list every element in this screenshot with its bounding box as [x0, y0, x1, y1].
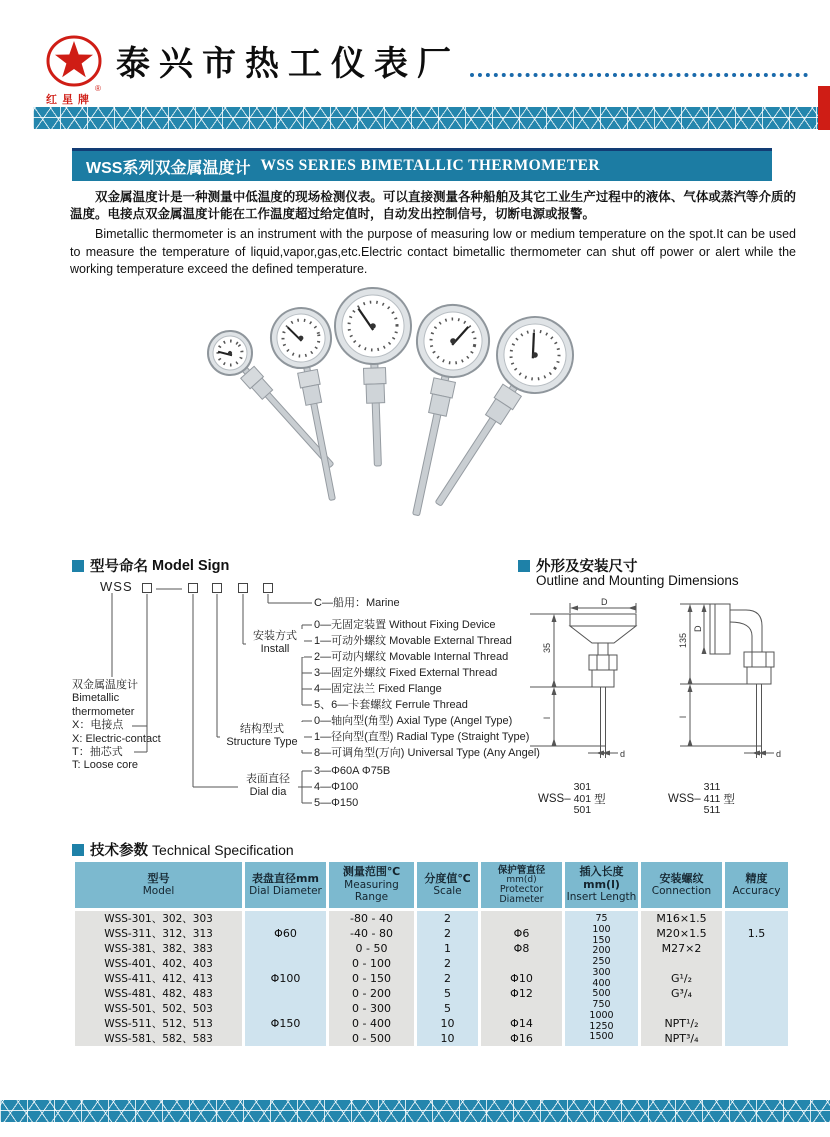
install-option: 1—可动外螺纹 Movable External Thread [314, 635, 512, 647]
table-cell: 0 - 300 [328, 1001, 416, 1016]
base-line: X：电接点 [72, 719, 124, 732]
table-cell: 0 - 400 [328, 1016, 416, 1031]
drawing-caption-1: WSS– 301 401 501 型 [538, 781, 606, 816]
insert-length-value: 400 [592, 977, 611, 989]
drawing-caption-2: WSS– 311 411 511 型 [668, 781, 735, 816]
outline-title-zh: 外形及安装尺寸 [536, 559, 638, 575]
table-cell: 2 [416, 956, 480, 971]
structure-option: 8—可调角型(万向) Universal Type (Any Angel) [314, 747, 540, 759]
dim-d-1: d [620, 749, 626, 759]
dim-135: 135 [678, 632, 688, 648]
table-cell: 5 [416, 986, 480, 1001]
install-option: 0—无固定装置 Without Fixing Device [314, 619, 496, 631]
insert-length-value: 500 [592, 988, 611, 1000]
series-title-zh: WSS系列双金属温度计 [86, 159, 251, 177]
intro-zh: 双金属温度计是一种测量中低温度的现场检测仪表。可以直接测量各种船舶及其它工业生产过程中的液体、气体或蒸汽等介质的温度。电接点双金属温度计能在工作温度超过给定值时，自动发出控制信号，切断电源或报警。 [70, 190, 796, 221]
logo-brand-text: 红星牌 [46, 94, 94, 106]
model-sign-diagram [70, 575, 540, 825]
column-header: 测量范围℃ Measuring Range [328, 862, 416, 910]
table-row [74, 956, 790, 971]
star-icon [55, 41, 93, 77]
table-cell: WSS-501、502、503 [74, 1001, 244, 1016]
base-line: Bimetallic [72, 692, 120, 705]
table-cell: Φ12 [480, 986, 564, 1001]
section-marker-icon [72, 844, 84, 856]
table-cell: NPT³/₄ [640, 1031, 724, 1046]
table-cell [480, 910, 564, 927]
model-number: 501 [573, 804, 592, 816]
install-option: 3—固定外螺纹 Fixed External Thread [314, 667, 498, 679]
table-cell: WSS-411、412、413 [74, 971, 244, 986]
table-cell: Φ100 [244, 956, 328, 1001]
base-line: X: Electric-contact [72, 732, 161, 745]
header [116, 44, 808, 84]
table-cell: 10 [416, 1031, 480, 1046]
marine-option: C—船用：Marine [314, 597, 400, 609]
dim-l-1: l [542, 717, 552, 719]
table-cell [564, 910, 640, 1047]
install-option: 5、6—卡套螺纹 Ferrule Thread [314, 699, 468, 711]
table-row [74, 926, 790, 941]
table-cell [480, 1001, 564, 1016]
dim-d-2: d [776, 749, 782, 759]
column-header: 插入长度mm(l) Insert Length [564, 862, 640, 910]
table-cell: G³/₄ [640, 986, 724, 1001]
table-row [74, 1031, 790, 1046]
install-label: 安装方式 Install [246, 629, 304, 657]
series-title-en: WSS SERIES BIMETALLIC THERMOMETER [260, 157, 600, 174]
dial-options [314, 765, 524, 813]
spec-table [72, 862, 791, 1046]
base-line: thermometer [72, 705, 135, 718]
table-cell: 1.5 [724, 910, 790, 1047]
spec-title-zh: 技术参数 [90, 843, 148, 859]
dial-label: 表面直径 Dial dia [238, 772, 298, 800]
base-line: T: Loose core [72, 759, 139, 772]
base-line: 双金属温度计 [72, 679, 138, 691]
model-number: 411 [703, 792, 721, 805]
table-cell: 0 - 100 [328, 956, 416, 971]
registered-mark: ® [95, 84, 101, 93]
dim-D-2: D [693, 625, 703, 632]
model-number: 311 [703, 781, 721, 793]
model-digit-box [142, 583, 152, 593]
insert-length-value: 150 [592, 934, 611, 946]
dim-D-1: D [601, 597, 608, 607]
model-digit-box [212, 583, 222, 593]
intro-en: Bimetallic thermometer is an instrument with the purpose of measuring low or medium temperature on the spot.It can be used to measure the temperature of liquid,vapor,gas,etc.Electric contact bimetallic thermometer can shut off power or alert while the working temperature exceed the defined temperature. [70, 227, 796, 276]
structure-label: 结构型式 Structure Type [220, 722, 304, 750]
insert-length-value: 1000 [589, 1009, 614, 1021]
thermometer-3 [334, 287, 416, 468]
column-header: 表盘直径mm Dial Diameter [244, 862, 328, 910]
table-row [74, 1016, 790, 1031]
table-cell: 0 - 150 [328, 971, 416, 986]
table-cell [480, 956, 564, 971]
column-header: 安装螺纹 Connection [640, 862, 724, 910]
model-digit-box [188, 583, 198, 593]
table-row [74, 1001, 790, 1016]
table-cell: WSS-381、382、383 [74, 941, 244, 956]
dotted-rule [470, 73, 808, 77]
table-cell: 0 - 200 [328, 986, 416, 1001]
red-star-logo [42, 34, 110, 106]
insert-length-value: 300 [592, 966, 611, 978]
table-cell: 5 [416, 1001, 480, 1016]
install-option: 4—固定法兰 Fixed Flange [314, 683, 442, 695]
model-sign-title-en: Model Sign [152, 557, 230, 574]
insert-length-value: 250 [592, 956, 611, 967]
insert-length-value: 200 [592, 945, 611, 957]
dial-option: 4—Φ100 [314, 781, 359, 793]
insert-length-value: 750 [592, 999, 611, 1010]
base-description [72, 679, 161, 773]
spec-title [72, 839, 294, 860]
structure-options [314, 715, 540, 763]
base-line: T：抽芯式 [72, 746, 123, 759]
table-cell: Φ6 [480, 926, 564, 941]
column-header: 型号 Model [74, 862, 244, 910]
table-cell: 1 [416, 941, 480, 956]
section-marker-icon [72, 560, 84, 572]
table-cell: WSS-581、582、583 [74, 1031, 244, 1046]
spec-table-body [74, 910, 790, 1047]
spec-table-header-row [74, 862, 790, 910]
table-row [74, 971, 790, 986]
series-title-bar [72, 148, 772, 181]
red-edge-accent [818, 86, 830, 130]
insert-length-value: 100 [592, 923, 611, 935]
outline-title-en: Outline and Mounting Dimensions [536, 573, 739, 588]
column-header: 分度值℃ Scale [416, 862, 480, 910]
drawing-radial [530, 603, 636, 758]
install-option: 2—可动内螺纹 Movable Internal Thread [314, 651, 509, 663]
table-cell: WSS-481、482、483 [74, 986, 244, 1001]
insert-length-value: 1250 [589, 1020, 614, 1032]
table-row [74, 910, 790, 927]
table-row [74, 941, 790, 956]
model-number: 401 [573, 792, 592, 805]
table-cell: WSS-311、312、313 [74, 926, 244, 941]
table-cell: Φ10 [480, 971, 564, 986]
dim-l-2: l [678, 716, 688, 718]
table-cell: WSS-401、402、403 [74, 956, 244, 971]
table-cell: WSS-511、512、513 [74, 1016, 244, 1031]
model-number: 301 [573, 781, 592, 793]
insert-length-value: 75 [595, 913, 608, 924]
company-name: 泰兴市热工仪表厂 [116, 45, 460, 83]
model-digit-box [263, 583, 273, 593]
column-header: 保护管直径 mm(d) Protector Diameter [480, 862, 564, 910]
structure-option: 0—轴向型(角型) Axial Type (Angel Type) [314, 715, 513, 727]
table-cell: WSS-301、302、303 [74, 910, 244, 927]
spec-title-en: Technical Specification [152, 841, 294, 858]
table-cell: -40 - 80 [328, 926, 416, 941]
table-cell: Φ14 [480, 1016, 564, 1031]
table-cell: Φ16 [480, 1031, 564, 1046]
table-cell: Φ8 [480, 941, 564, 956]
table-cell: Φ150 [244, 1001, 328, 1046]
model-number: 511 [703, 804, 721, 816]
table-cell: NPT¹/₂ [640, 1016, 724, 1031]
table-cell: M20×1.5 [640, 926, 724, 941]
intro-paragraphs [70, 189, 796, 279]
table-cell: 2 [416, 971, 480, 986]
product-photo [168, 280, 658, 524]
mounting-drawings [518, 596, 818, 778]
model-digit-box [238, 583, 248, 593]
install-options [314, 619, 524, 715]
table-cell: M27×2 [640, 941, 724, 956]
table-cell: Φ60 [244, 910, 328, 957]
model-prefix: WSS [100, 579, 133, 594]
model-sign-title-zh: 型号命名 [90, 559, 148, 575]
dial-option: 5—Φ150 [314, 797, 359, 809]
table-cell [640, 1001, 724, 1016]
dial-option: 3—Φ60A Φ75B [314, 765, 391, 777]
table-cell: 0 - 50 [328, 941, 416, 956]
table-cell: M16×1.5 [640, 910, 724, 927]
table-cell: -80 - 40 [328, 910, 416, 927]
table-row [74, 986, 790, 1001]
table-cell: G¹/₂ [640, 971, 724, 986]
decorative-band-top [33, 107, 830, 129]
section-marker-icon [518, 560, 530, 572]
table-cell: 2 [416, 910, 480, 927]
column-header: 精度 Accuracy [724, 862, 790, 910]
insert-length-value: 1500 [589, 1031, 614, 1043]
dim-35: 35 [542, 642, 552, 653]
model-sign-title [72, 555, 229, 576]
table-cell: 0 - 500 [328, 1031, 416, 1046]
table-cell [640, 956, 724, 971]
structure-option: 1—径向型(直型) Radial Type (Straight Type) [314, 731, 530, 743]
table-cell: 10 [416, 1016, 480, 1031]
table-cell: 2 [416, 926, 480, 941]
decorative-band-bottom [0, 1100, 830, 1122]
